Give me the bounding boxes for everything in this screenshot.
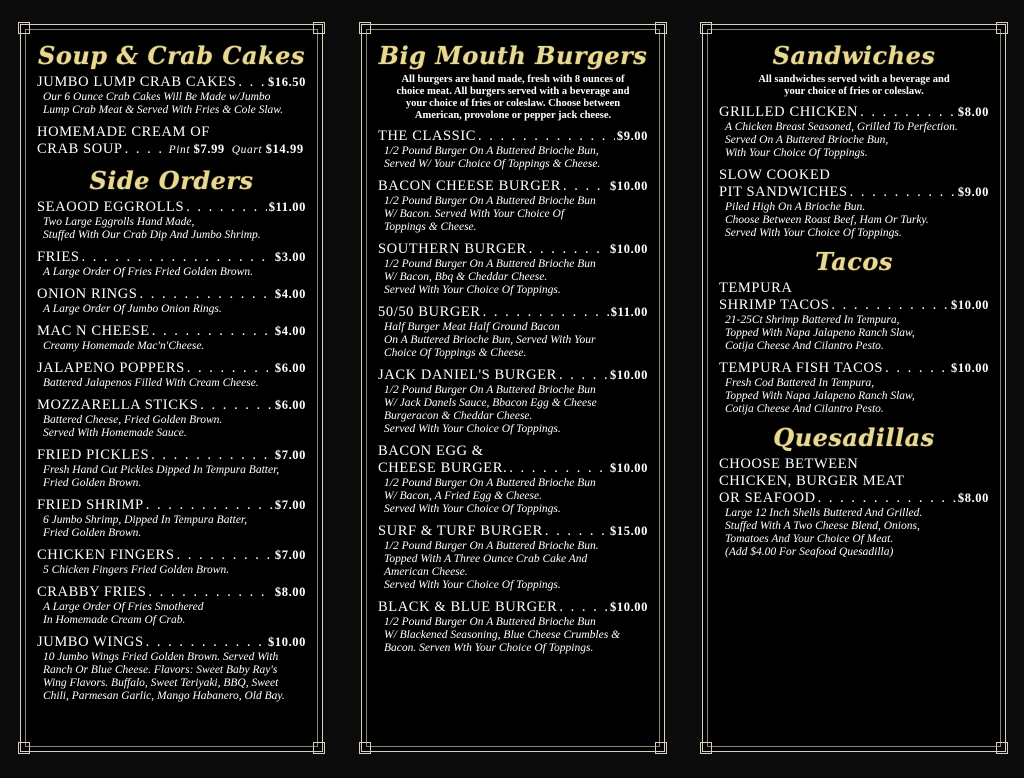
item-price: $11.00 (268, 200, 306, 214)
item-name: CHICKEN FINGERS (37, 547, 175, 563)
item-price: $10.00 (610, 368, 648, 382)
menu-panel-middle (361, 24, 665, 752)
item-description: 1/2 Pound Burger On A Buttered Brioche Bun (384, 477, 596, 489)
item-description: 1/2 Pound Burger On A Buttered Brioche Bun (384, 258, 596, 270)
item-price: $7.00 (274, 498, 306, 512)
item-price: $16.50 (268, 75, 306, 89)
item-name: THE CLASSIC (378, 128, 477, 144)
menu-item (378, 367, 648, 436)
item-description: A Large Order Of Jumbo Onion Rings. (43, 303, 222, 315)
item-price: $10.00 (951, 361, 989, 375)
item-price: $6.00 (274, 398, 306, 412)
item-description: On A Buttered Brioche Bun, Served With Your (384, 334, 596, 346)
side-orders-title: Side Orders (89, 166, 254, 195)
item-description: Ranch Or Blue Cheese. Flavors: Sweet Baby Ray's (43, 664, 278, 676)
item-description: A Large Order Of Fries Smothered (43, 601, 204, 613)
corner-ornament (655, 742, 667, 754)
item-price: $10.00 (610, 179, 648, 193)
item-name: BACON CHEESE BURGER (378, 178, 561, 194)
item-description: Battered Jalapenos Filled With Cream Cheese. (43, 377, 259, 389)
menu-item-quesadilla (719, 456, 989, 559)
tacos-section-title: Tacos (815, 247, 893, 276)
item-name: JACK DANIEL'S BURGER (378, 367, 557, 383)
item-name: PIT SANDWICHES (719, 184, 848, 200)
menu-item (37, 547, 306, 577)
corner-ornament (996, 742, 1008, 754)
item-description: Our 6 Ounce Crab Cakes Will Be Made w/Jumbo (43, 91, 271, 103)
item-description: In Homemade Cream Of Crab. (43, 614, 186, 626)
item-name: FRIED PICKLES (37, 447, 150, 463)
item-name: FRIED SHRIMP (37, 497, 144, 513)
item-name: SLOW COOKED (719, 167, 831, 183)
item-description: Stuffed With Our Crab Dip And Jumbo Shrimp. (43, 229, 261, 241)
menu-panel-left (20, 24, 323, 752)
item-name: SEAOOD EGGROLLS (37, 199, 185, 215)
item-description: Fresh Hand Cut Pickles Dipped In Tempura Batter, (43, 464, 280, 476)
item-description: W/ Bacon. Served With Your Choice Of (384, 208, 565, 220)
item-description: Served W/ Your Choice Of Toppings & Cheese. (384, 158, 601, 170)
item-description: Lump Crab Meat & Served With Fries & Cole Slaw. (43, 104, 283, 116)
menu-panel-right (702, 24, 1006, 752)
item-description: Choice Of Toppings & Cheese. (384, 347, 527, 359)
item-description: 10 Jumbo Wings Fried Golden Brown. Served With (43, 651, 279, 663)
item-name: BACON EGG & (378, 443, 484, 459)
item-price: $4.00 (274, 324, 306, 338)
menu-item (719, 360, 989, 416)
item-name: GRILLED CHICKEN (719, 104, 859, 120)
item-name: CRABBY FRIES (37, 584, 147, 600)
item-description: 1/2 Pound Burger On A Buttered Brioche Bun (384, 195, 596, 207)
item-price: $4.00 (274, 287, 306, 301)
item-price: $9.00 (616, 129, 648, 143)
menu-item (378, 178, 648, 234)
menu-item (719, 167, 989, 240)
item-name: CHICKEN, BURGER MEAT (719, 473, 905, 489)
item-name: CHEESE BURGER. (378, 460, 508, 476)
item-price: $8.00 (957, 105, 989, 119)
item-price: $11.00 (610, 305, 648, 319)
item-name: FRIES (37, 249, 80, 265)
soup-prices: Pint $7.99 Quart $14.99 (168, 142, 304, 156)
item-description: A Large Order Of Fries Fried Golden Brown. (43, 266, 253, 278)
item-description: Half Burger Meat Half Ground Bacon (384, 321, 560, 333)
item-description: Stuffed With A Two Cheese Blend, Onions, (725, 520, 920, 532)
item-price: $10.00 (610, 600, 648, 614)
item-description: W/ Bacon, Bbq & Cheddar Cheese. (384, 271, 548, 283)
item-price: $8.00 (274, 585, 306, 599)
item-name: JUMBO LUMP CRAB CAKES (37, 74, 237, 90)
corner-ornament (18, 22, 30, 34)
item-description: Served With Your Choice Of Toppings. (384, 579, 561, 591)
item-description: Piled High On A Brioche Bun. (725, 201, 866, 213)
corner-ornament (996, 22, 1008, 34)
item-description: (Add $4.00 For Seafood Quesadilla) (725, 546, 894, 558)
menu-item (37, 249, 306, 279)
burgers-intro: All burgers are hand made, fresh with 8 ounces of choice meat. All burgers served with a beverage and your choice of fries or coleslaw. Choose between American, provolone or pepper jack cheese. (396, 74, 630, 121)
item-price: $7.00 (274, 548, 306, 562)
item-description: 6 Jumbo Shrimp, Dipped In Tempura Batter, (43, 514, 248, 526)
menu-item (37, 74, 306, 117)
corner-ornament (700, 742, 712, 754)
corner-ornament (313, 22, 325, 34)
item-name: CHOOSE BETWEEN (719, 456, 859, 472)
item-price: $10.00 (951, 298, 989, 312)
item-name: HOMEMADE CREAM OF (37, 124, 210, 140)
item-description: W/ Blackened Seasoning, Blue Cheese Crumbles & (384, 629, 621, 641)
item-description: Large 12 Inch Shells Buttered And Grilled. (725, 507, 923, 519)
item-description: Served On A Buttered Brioche Bun, (725, 134, 889, 146)
menu-item (378, 443, 648, 516)
item-description: A Chicken Breast Seasoned, Grilled To Perfection. (725, 121, 958, 133)
item-name: SURF & TURF BURGER (378, 523, 543, 539)
item-description: 21-25Ct Shrimp Battered In Tempura, (725, 314, 900, 326)
item-price: $10.00 (610, 461, 648, 475)
menu-item (37, 634, 306, 703)
item-description: Burgeracon & Cheddar Cheese. (384, 410, 533, 422)
item-price: $8.00 (957, 491, 989, 505)
corner-ornament (359, 742, 371, 754)
item-description: Tomatoes And Your Choice Of Meat. (725, 533, 894, 545)
menu-item (378, 523, 648, 592)
item-description: Served With Homemade Sauce. (43, 427, 187, 439)
corner-ornament (359, 22, 371, 34)
item-description: 1/2 Pound Burger On A Buttered Brioche Bun (384, 616, 596, 628)
item-name: JUMBO WINGS (37, 634, 144, 650)
corner-ornament (655, 22, 667, 34)
item-name: SOUTHERN BURGER (378, 241, 527, 257)
item-price: $15.00 (610, 524, 648, 538)
item-price: $9.00 (957, 185, 989, 199)
menu-item (378, 241, 648, 297)
item-name: TEMPURA FISH TACOS (719, 360, 884, 376)
item-name: 50/50 BURGER (378, 304, 481, 320)
item-description: Two Large Eggrolls Hand Made, (43, 216, 195, 228)
menu-item (37, 497, 306, 540)
menu-item-soup (37, 124, 306, 159)
sandwiches-section-title: Sandwiches (772, 41, 936, 70)
item-description: Bacon. Serven Wth Your Choice Of Toppings. (384, 642, 594, 654)
item-name: OR SEAFOOD (719, 490, 816, 506)
item-description: Chili, Parmesan Garlic, Mango Habanero, Old Bay. (43, 690, 285, 702)
item-name: SHRIMP TACOS (719, 297, 830, 313)
item-name: TEMPURA (719, 280, 793, 296)
item-price: $10.00 (268, 635, 306, 649)
item-description: Served With Your Choice Of Toppings. (725, 227, 902, 239)
menu-item (37, 323, 306, 353)
item-description: 5 Chicken Fingers Fried Golden Brown. (43, 564, 230, 576)
item-description: Topped With Napa Jalapeno Ranch Slaw, (725, 390, 915, 402)
item-price: $10.00 (610, 242, 648, 256)
item-description: Fried Golden Brown. (43, 527, 142, 539)
item-description: W/ Bacon, A Fried Egg & Cheese. (384, 490, 542, 502)
item-description: W/ Jack Danels Sauce, Bbacon Egg & Cheese (384, 397, 597, 409)
item-description: 1/2 Pound Burger On A Buttered Brioche Bun. (384, 540, 599, 552)
item-name: BLACK & BLUE BURGER (378, 599, 558, 615)
item-price: $6.00 (274, 361, 306, 375)
item-name: ONION RINGS (37, 286, 138, 302)
quesadillas-section-title: Quesadillas (773, 423, 935, 452)
menu-item (378, 304, 648, 360)
item-name: JALAPENO POPPERS (37, 360, 185, 376)
item-description: Creamy Homemade Mac'n'Cheese. (43, 340, 205, 352)
corner-ornament (313, 742, 325, 754)
menu-item (378, 599, 648, 655)
menu-item (719, 280, 989, 353)
menu-item (719, 104, 989, 160)
item-price: $7.00 (274, 448, 306, 462)
item-description: Cotija Cheese And Cilantro Pesto. (725, 403, 884, 415)
item-description: 1/2 Pound Burger On A Buttered Brioche Bun, (384, 145, 599, 157)
menu-item (37, 397, 306, 440)
item-description: Topped With A Three Ounce Crab Cake And (384, 553, 588, 565)
item-description: 1/2 Pound Burger On A Buttered Brioche Bun (384, 384, 596, 396)
item-description: Topped With Napa Jalapeno Ranch Slaw, (725, 327, 915, 339)
burgers-section-title: Big Mouth Burgers (378, 41, 648, 70)
item-description: American Cheese. (384, 566, 468, 578)
item-description: Fried Golden Brown. (43, 477, 142, 489)
menu-item (37, 286, 306, 316)
item-name: MAC N CHEESE (37, 323, 150, 339)
menu-item (378, 128, 648, 171)
item-description: Served With Your Choice Of Toppings. (384, 284, 561, 296)
item-description: Fresh Cod Battered In Tempura, (725, 377, 875, 389)
item-description: Wing Flavors. Buffalo, Sweet Teriyaki, BBQ, Sweet (43, 677, 279, 689)
menu-item (37, 584, 306, 627)
item-description: Served With Your Choice Of Toppings. (384, 423, 561, 435)
item-description: Toppings & Cheese. (384, 221, 477, 233)
item-description: Cotija Cheese And Cilantro Pesto. (725, 340, 884, 352)
corner-ornament (700, 22, 712, 34)
menu-item (37, 199, 306, 242)
item-description: With Your Choice Of Toppings. (725, 147, 868, 159)
item-name: MOZZARELLA STICKS (37, 397, 199, 413)
menu-item (37, 447, 306, 490)
sandwiches-intro: All sandwiches served with a beverage and your choice of fries or coleslaw. (758, 74, 950, 97)
item-description: Choose Between Roast Beef, Ham Or Turky. (725, 214, 929, 226)
menu-item (37, 360, 306, 390)
item-price: $3.00 (274, 250, 306, 264)
soup-section-title: Soup & Crab Cakes (38, 41, 305, 70)
item-description: Battered Cheese, Fried Golden Brown. (43, 414, 223, 426)
item-description: Served With Your Choice Of Toppings. (384, 503, 561, 515)
item-name: CRAB SOUP (37, 141, 123, 157)
corner-ornament (18, 742, 30, 754)
